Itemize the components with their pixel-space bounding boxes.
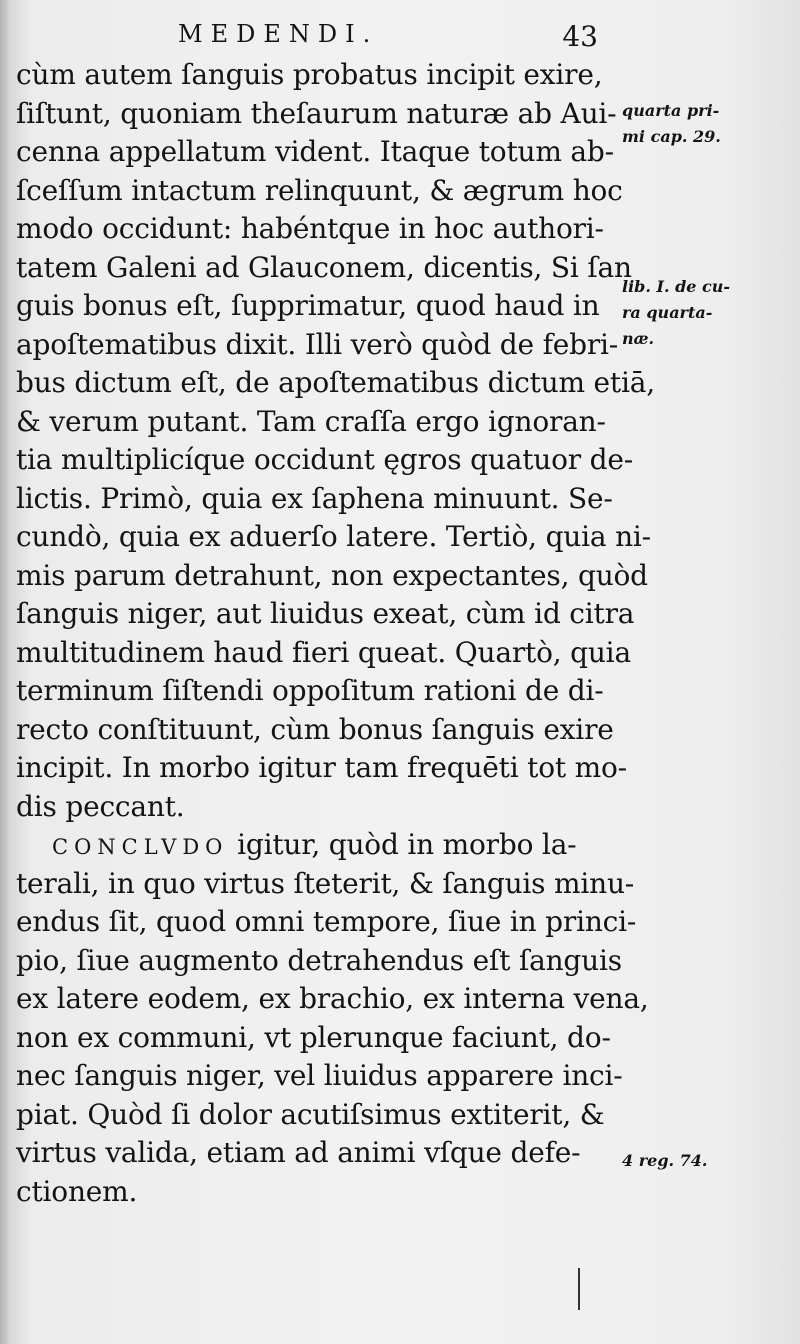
text-line-rest: igitur, quòd in morbo la- (228, 828, 577, 861)
page-gutter-shadow (0, 0, 10, 1344)
text-line: endus ſit, quod omni tempore, ſiue in princi- (16, 905, 637, 938)
printer-mark (578, 1268, 580, 1310)
text-line: pio, ſiue augmento detrahendus eſt ſanguis (16, 943, 622, 977)
text-line: & verum putant. Tam craſſa ergo ignoran- (16, 404, 606, 438)
margin-note-reg (622, 1148, 707, 1174)
text-line: cenna appellatum vident. Itaque totum ab- (16, 135, 614, 168)
text-line: piat. Quòd ſi dolor acutiſsimus extiterit, & (16, 1097, 605, 1131)
text-line: nec ſanguis niger, vel liuidus apparere inci- (16, 1059, 623, 1092)
text-line: cùm autem ſanguis probatus incipit exire, (16, 58, 603, 91)
text-line: non ex communi, vt plerunque faciunt, do- (16, 1020, 611, 1054)
text-line: tatem Galeni ad Glauconem, dicentis, Si ſan (16, 250, 632, 284)
text-line: multitudinem haud fieri queat. Quartò, quia (16, 635, 631, 669)
text-line: terali, in quo virtus ſteterit, & ſanguis minu- (16, 866, 635, 900)
text-line: bus dictum eſt, de apoſtematibus dictum etiā, (16, 366, 655, 399)
text-line: ſiſtunt, quoniam theſaurum naturæ ab Aui- (16, 96, 617, 130)
text-line: apoſtematibus dixit. Illi verò quòd de febri- (16, 327, 619, 361)
margin-note-lib-de-cura (622, 274, 730, 352)
text-line: ſanguis niger, aut liuidus exeat, cùm id citra (16, 597, 635, 630)
margin-note-line: næ. (622, 329, 655, 348)
text-line: cundò, quia ex aduerſo latere. Tertiò, quia ni- (16, 520, 651, 553)
margin-note-quarta-primi (622, 98, 721, 150)
text-line: virtus valida, etiam ad animi vſque defe- (16, 1136, 581, 1169)
margin-note-line: 4 reg. 74. (622, 1151, 708, 1170)
paragraph-start-line (16, 826, 628, 865)
margin-note-line: quarta pri- (622, 101, 720, 120)
text-line: guis bonus eſt, ſupprimatur, quod haud in (16, 289, 600, 322)
text-line: ex latere eodem, ex brachio, ex interna vena, (16, 982, 649, 1015)
text-line: dis peccant. (16, 789, 185, 823)
running-title: MEDENDI. (178, 20, 379, 48)
text-line: recto conſtituunt, cùm bonus ſanguis exire (16, 712, 614, 746)
small-caps-word: CONCLVDO (52, 835, 229, 859)
margin-note-line: lib. I. de cu- (622, 277, 731, 296)
text-line: tia multiplicíque occidunt ęgros quatuor de- (16, 443, 634, 476)
running-head (178, 20, 598, 54)
text-line: ſceſſum intactum relinquunt, & ægrum hoc (16, 173, 623, 207)
text-line: modo occidunt: habéntque in hoc authori- (16, 212, 604, 245)
page-number: 43 (562, 20, 598, 53)
margin-note-line: mi cap. 29. (622, 127, 721, 146)
text-line: mis parum detrahunt, non expectantes, quòd (16, 558, 648, 592)
text-line: ctionem. (16, 1174, 138, 1208)
margin-note-line: ra quarta- (622, 303, 713, 322)
text-line: incipit. In morbo igitur tam frequēti tot mo- (16, 751, 627, 784)
text-line: terminum ſiſtendi oppoſitum rationi de di- (16, 674, 604, 707)
text-line: lictis. Primò, quia ex ſaphena minuunt. Se- (16, 481, 613, 515)
